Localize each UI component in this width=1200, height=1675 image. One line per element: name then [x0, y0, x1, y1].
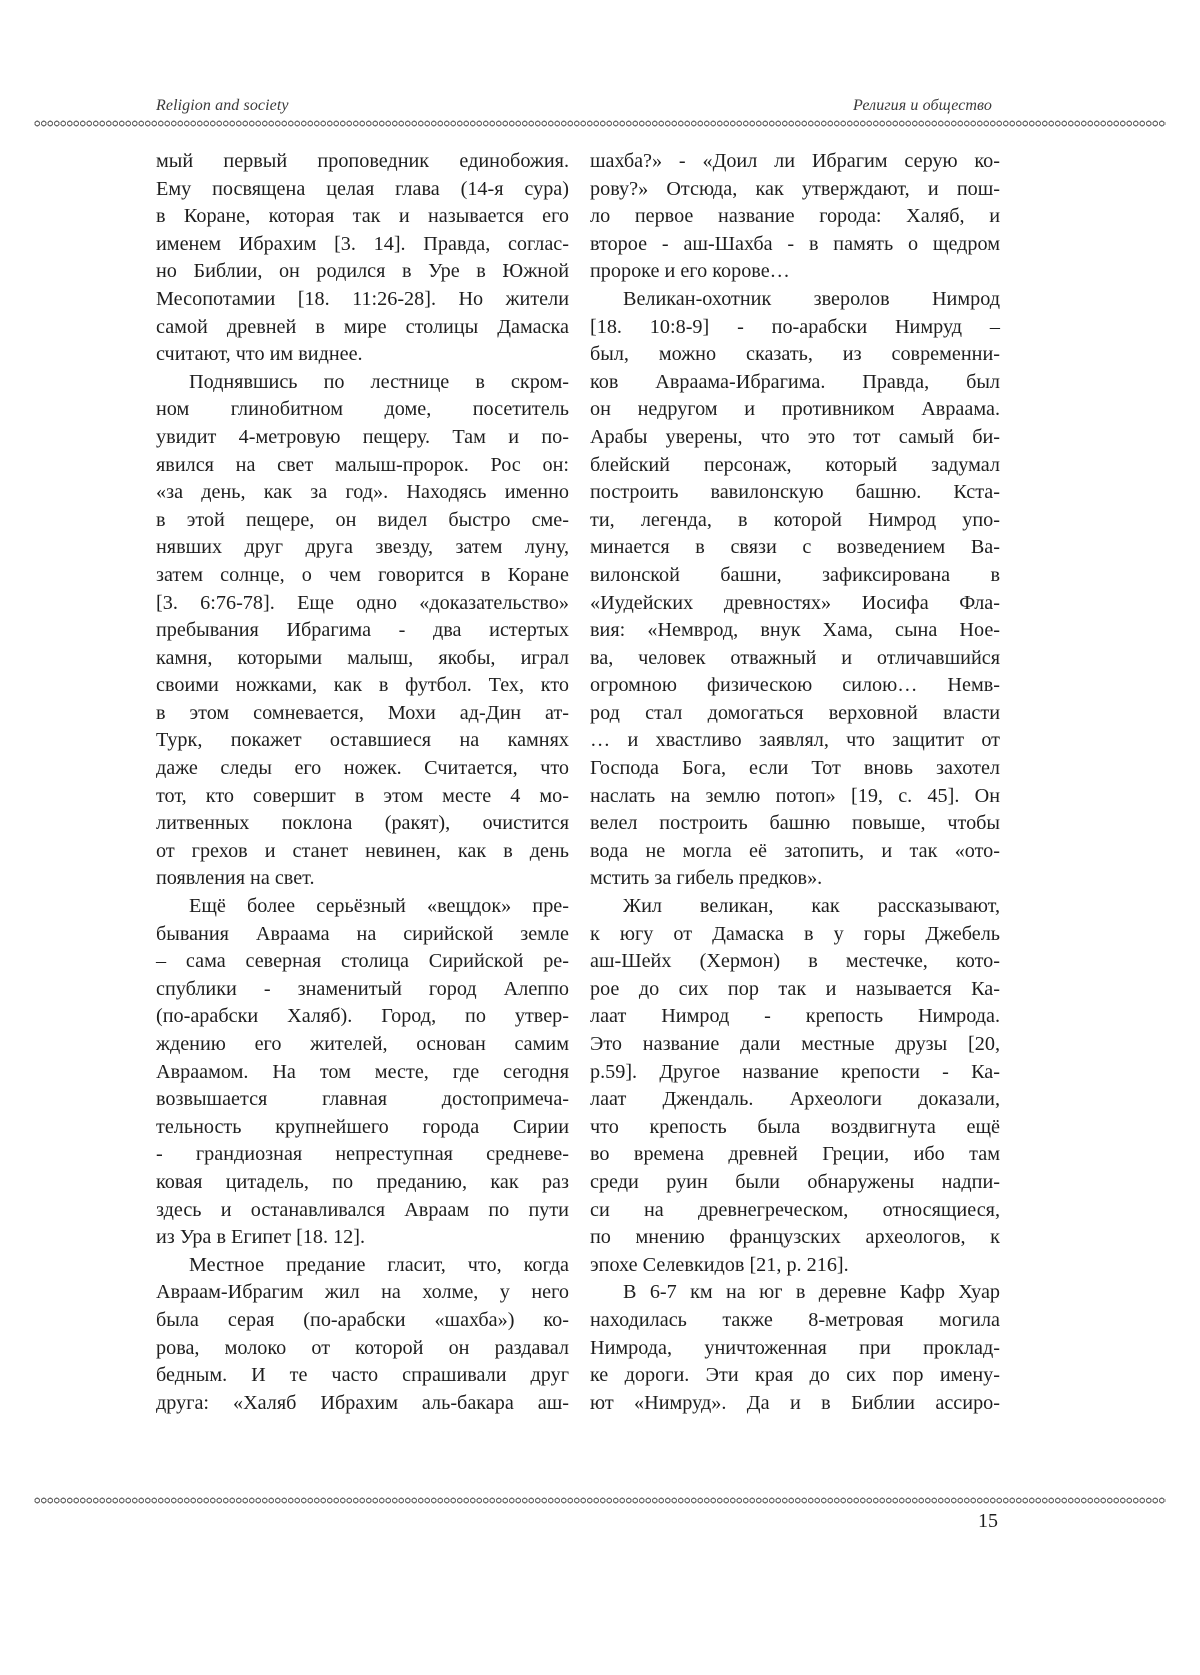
- text-line: си на древнегреческом, относящиеся,: [590, 1198, 1000, 1221]
- text-line: Ему посвящена целая глава (14-я сура): [156, 177, 569, 200]
- text-line: он недругом и противником Авраама.: [590, 398, 1000, 421]
- paragraph: [590, 1279, 1000, 1417]
- text-line: построить вавилонскую башню. Кста-: [590, 481, 1000, 504]
- text-line: к югу от Дамаска в у горы Джебель: [590, 922, 1000, 945]
- text-line: [18. 10:8-9] - по-арабски Нимруд –: [590, 315, 1000, 338]
- text-line: Арабы уверены, что это тот самый би-: [590, 425, 1000, 448]
- paragraph: [590, 893, 1000, 1279]
- text-line: явился на свет малыш-пророк. Рос он:: [156, 453, 569, 476]
- paragraph: [156, 148, 569, 369]
- text-line: в этой пещере, он видел быстро сме-: [156, 508, 569, 531]
- text-line: камня, которыми малыш, якобы, играл: [156, 646, 569, 669]
- text-line: именем Ибрахим [3. 14]. Правда, соглас-: [156, 232, 569, 255]
- text-line: Жил великан, как рассказывают,: [623, 895, 1000, 918]
- text-line: «Иудейских древностях» Иосифа Фла-: [590, 591, 1000, 614]
- text-line: Господа Бога, если Тот вновь захотел: [590, 757, 1000, 780]
- text-line: вилонской башни, зафиксирована в: [590, 563, 1000, 586]
- text-line: лаат Джендаль. Археологи доказали,: [590, 1088, 1000, 1111]
- text-line: ют «Нимруд». Да и в Библии ассиро-: [590, 1391, 1000, 1414]
- text-line: друга: «Халяб Ибрахим аль-бакара аш-: [156, 1391, 569, 1414]
- text-line: увидит 4-метровую пещеру. Там и по-: [156, 425, 569, 448]
- text-line: пребывания Ибрагима - два истертых: [156, 619, 569, 642]
- decorative-border-bottom: [34, 1497, 1166, 1505]
- text-line: (по-арабски Халяб). Город, по утвер-: [156, 1005, 569, 1028]
- text-line: ждению его жителей, основан самим: [156, 1033, 569, 1055]
- text-line: была серая (по-арабски «шахба») ко-: [156, 1308, 569, 1331]
- text-line: - грандиозная непреступная средневе-: [156, 1143, 569, 1166]
- text-line: ковая цитадель, по преданию, как раз: [156, 1170, 569, 1193]
- text-line: тельность крупнейшего города Сирии: [156, 1115, 569, 1138]
- text-line: спублики - знаменитый город Алеппо: [156, 977, 569, 1000]
- text-line: даже следы его ножек. Считается, что: [156, 757, 569, 780]
- text-line: литвенных поклона (ракят), очистится: [156, 812, 569, 835]
- text-line: второе - аш-Шахба - в память о щедром: [590, 232, 1000, 255]
- text-line: был, можно сказать, из современни-: [590, 343, 1000, 366]
- running-head-left: Religion and society: [156, 97, 289, 114]
- text-line: ти, легенда, в которой Нимрод упо-: [590, 508, 1000, 531]
- text-line: ло первое название города: Халяб, и: [590, 205, 1000, 228]
- text-line: Нимрода, уничтоженная при проклад-: [590, 1336, 1000, 1359]
- text-line: … и хвастливо заявлял, что защитит от: [590, 729, 1000, 752]
- running-head-right: Религия и общество: [853, 97, 992, 114]
- text-line: лаат Нимрод - крепость Нимрода.: [590, 1005, 1000, 1028]
- paragraph: [156, 1252, 569, 1418]
- text-line: Месопотамии [18. 11:26-28]. Но жители: [156, 287, 569, 310]
- text-line: нявших друг друга звезду, затем луну,: [156, 536, 569, 559]
- text-line: ва, человек отважный и отличавшийся: [590, 646, 1000, 669]
- text-line: Это название дали местные друзы [20,: [590, 1033, 1000, 1055]
- text-line: наслать на землю потоп» [19, с. 45]. Он: [590, 784, 1000, 807]
- text-line: вода не могла её затопить, и так «ото-: [590, 839, 1000, 862]
- text-line: находилась также 8-метровая могила: [590, 1308, 1000, 1331]
- text-line: В 6-7 км на юг в деревне Кафр Хуар: [623, 1281, 1000, 1304]
- paragraph: [156, 369, 569, 893]
- text-line: из Ура в Египет [18. 12].: [156, 1226, 366, 1249]
- text-line: p.59]. Другое название крепости - Ка-: [590, 1060, 1000, 1083]
- text-line: рое до сих пор так и называется Ка-: [590, 977, 1000, 1000]
- text-line: мый первый проповедник единобожия.: [156, 150, 569, 172]
- text-line: своими ножками, как в футбол. Тех, кто: [156, 674, 569, 697]
- text-line: вия: «Немврод, внук Хама, сына Ное-: [590, 619, 1000, 642]
- decorative-border-top: [34, 120, 1166, 128]
- paragraph: [156, 893, 569, 1252]
- text-line: считают, что им виднее.: [156, 343, 363, 366]
- text-line: самой древней в мире столицы Дамаска: [156, 315, 569, 338]
- text-line: во времена древней Греции, ибо там: [590, 1143, 1000, 1166]
- text-column-right: [590, 148, 1000, 1417]
- paragraph: [590, 148, 1000, 286]
- text-line: рова, молоко от которой он раздавал: [156, 1336, 569, 1359]
- text-line: рову?» Отсюда, как утверждают, и пош-: [590, 177, 1000, 200]
- text-line: здесь и останавливался Авраам по пути: [156, 1198, 569, 1221]
- text-line: ном глинобитном доме, посетитель: [156, 398, 569, 421]
- text-line: Авраам-Ибрагим жил на холме, у него: [156, 1281, 569, 1304]
- text-line: минается в связи с возведением Ва-: [590, 536, 1000, 559]
- page-number: 15: [978, 1510, 998, 1532]
- text-line: аш-Шейх (Хермон) в местечке, кото-: [590, 950, 1000, 973]
- text-line: в этом сомневается, Мохи ад-Дин ат-: [156, 701, 569, 724]
- text-line: тот, кто совершит в этом месте 4 мо-: [156, 784, 569, 807]
- text-line: «за день, как за год». Находясь именно: [156, 481, 569, 504]
- text-line: род стал домогаться верховной власти: [590, 701, 1000, 724]
- text-line: велел построить башню повыше, чтобы: [590, 812, 1000, 835]
- text-line: ков Авраама-Ибрагима. Правда, был: [590, 370, 1000, 393]
- text-line: появления на свет.: [156, 867, 315, 890]
- text-line: бывания Авраама на сирийской земле: [156, 922, 569, 945]
- text-line: от грехов и станет невинен, как в день: [156, 839, 569, 862]
- text-line: но Библии, он родился в Уре в Южной: [156, 260, 569, 283]
- text-line: по мнению французских археологов, к: [590, 1226, 1000, 1249]
- text-line: пророке и его корове…: [590, 260, 790, 283]
- text-line: Великан-охотник зверолов Нимрод: [623, 287, 1000, 310]
- text-line: мстить за гибель предков».: [590, 867, 823, 890]
- text-line: ке дороги. Эти края до сих пор имену-: [590, 1364, 1000, 1387]
- text-line: – сама северная столица Сирийской ре-: [156, 950, 569, 973]
- text-line: бедным. И те часто спрашивали друг: [156, 1364, 569, 1387]
- text-line: Местное предание гласит, что, когда: [189, 1253, 569, 1276]
- text-line: Турк, покажет оставшиеся на камнях: [156, 729, 569, 752]
- text-column-left: [156, 148, 569, 1417]
- text-line: шахба?» - «Доил ли Ибрагим серую ко-: [590, 150, 1000, 172]
- text-line: блейский персонаж, который задумал: [590, 453, 1000, 476]
- text-line: среди руин были обнаружены надпи-: [590, 1170, 1000, 1193]
- text-line: Авраамом. На том месте, где сегодня: [156, 1060, 569, 1083]
- text-line: Поднявшись по лестнице в скром-: [189, 370, 569, 393]
- text-line: эпохе Селевкидов [21, p. 216].: [590, 1253, 849, 1276]
- text-line: затем солнце, о чем говорится в Коране: [156, 563, 569, 586]
- text-line: возвышается главная достопримеча-: [156, 1088, 569, 1111]
- text-line: что крепость была воздвигнута ещё: [590, 1115, 1000, 1138]
- text-line: [3. 6:76-78]. Еще одно «доказательство»: [156, 591, 569, 614]
- text-line: в Коране, которая так и называется его: [156, 205, 569, 228]
- text-line: Ещё более серьёзный «вещдок» пре-: [189, 895, 569, 918]
- text-line: огромною физическою силою… Немв-: [590, 674, 1000, 697]
- paragraph: [590, 286, 1000, 893]
